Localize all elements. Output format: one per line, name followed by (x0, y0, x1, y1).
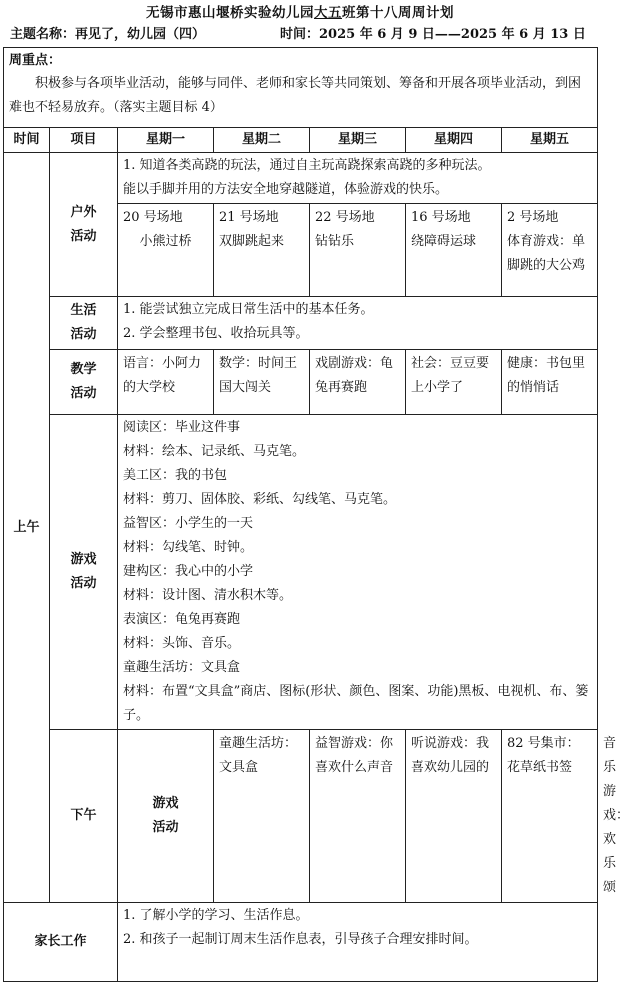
teaching-label-line: 活动 (70, 386, 97, 401)
afternoon-wed: 听说游戏：我喜欢幼儿园的 (406, 730, 502, 903)
games-cell (118, 415, 598, 730)
focus-row (4, 48, 598, 128)
page-title (0, 2, 600, 24)
outdoor-goal-row (4, 153, 598, 204)
info-line (10, 25, 595, 45)
theme-name: 主题名称：再见了，幼儿园（四） (10, 27, 206, 42)
afternoon-games-label-line: 游戏 (152, 796, 179, 811)
games-line: 阅读区：毕业这件事 (123, 420, 241, 435)
column-header: 项目 (50, 128, 118, 153)
column-header: 时间 (4, 128, 50, 153)
teaching-fri: 健康：书包里的悄悄话 (502, 350, 598, 415)
afternoon-label: 下午 (50, 730, 118, 903)
outdoor-game: 钻钻乐 (315, 234, 355, 249)
games-line: 童趣生活坊：文具盒 (123, 660, 241, 675)
column-header: 星期三 (310, 128, 406, 153)
outdoor-goal-2: 能以手脚并用的方法安全地穿越隧道，体验游戏的快乐。 (123, 182, 449, 197)
life-label-line: 活动 (70, 327, 97, 342)
outdoor-game: 小熊过桥 (139, 234, 192, 249)
games-line: 美工区：我的书包 (123, 468, 228, 483)
life-goal-1: 1. 能尝试独立完成日常生活中的基本任务。 (123, 302, 374, 317)
outdoor-label-line: 活动 (70, 228, 97, 244)
games-line: 材料：剪刀、固体胶、彩纸、勾线笔、马克笔。 (123, 492, 397, 507)
title-prefix: 无锡市惠山堰桥实验幼儿园 (146, 5, 314, 21)
time-range: 时间：2025 年 6 月 9 日——2025 年 6 月 13 日 (280, 27, 586, 42)
outdoor-label (50, 153, 118, 297)
outdoor-goal-1: 1. 知道各类高跷的玩法，通过自主玩高跷探索高跷的多种玩法。 (123, 158, 491, 173)
games-label-line: 活动 (70, 576, 97, 591)
life-label-line: 生活 (70, 303, 97, 318)
games-line: 材料：勾线笔、时钟。 (123, 540, 254, 555)
parents-cell (118, 903, 598, 982)
afternoon-thu: 82 号集市：花草纸书签 (502, 730, 598, 903)
title-suffix: 班第十八周周计划 (342, 5, 454, 21)
outdoor-place: 20 号场地 (123, 210, 183, 225)
outdoor-day-fri (502, 204, 598, 297)
teaching-thu: 社会：豆豆要上小学了 (406, 350, 502, 415)
outdoor-game: 绕障碍运球 (411, 234, 477, 249)
afternoon-games-label-line: 活动 (152, 820, 179, 835)
title-class: 大五 (314, 5, 342, 21)
life-goal-2: 2. 学会整理书包、收拾玩具等。 (123, 326, 309, 341)
morning-label: 上午 (4, 153, 50, 903)
outdoor-place: 16 号场地 (411, 210, 471, 225)
column-header: 星期一 (118, 128, 214, 153)
life-label (50, 297, 118, 350)
life-goal-cell (118, 297, 598, 350)
focus-cell (4, 48, 598, 128)
teaching-wed: 戏剧游戏：龟兔再赛跑 (310, 350, 406, 415)
header-row (4, 128, 598, 153)
outdoor-goal-cell (118, 153, 598, 204)
games-line: 表演区：龟兔再赛跑 (123, 612, 241, 627)
teaching-label-line: 教学 (70, 362, 97, 377)
outdoor-label-line: 户外 (70, 204, 97, 220)
outdoor-place: 22 号场地 (315, 210, 375, 225)
outdoor-day-thu (406, 204, 502, 297)
focus-text: 积极参与各项毕业活动，能够与同伴、老师和家长等共同策划、筹备和开展各项毕业活动，到困难也不轻易放弃。（落实主题目标 4） (9, 76, 582, 115)
games-line: 建构区：我心中的小学 (123, 564, 254, 579)
games-line: 材料：设计图、清水积木等。 (123, 588, 293, 603)
games-line: 材料：布置“文具盒”商店、图标(形状、颜色、图案、功能)黑板、电视机、布、篓子。 (123, 684, 589, 723)
parents-label: 家长工作 (4, 903, 118, 982)
outdoor-place: 21 号场地 (219, 210, 279, 225)
games-row (4, 415, 598, 730)
afternoon-tue: 益智游戏：你喜欢什么声音 (310, 730, 406, 903)
column-header: 星期五 (502, 128, 598, 153)
afternoon-mon: 童趣生活坊：文具盒 (214, 730, 310, 903)
parents-line-1: 1. 了解小学的学习、生活作息。 (123, 908, 309, 923)
games-line: 益智区：小学生的一天 (123, 516, 254, 531)
outdoor-day-mon (118, 204, 214, 297)
games-label-line: 游戏 (70, 552, 97, 567)
outdoor-game: 体育游戏：单脚跳的大公鸡 (507, 234, 586, 273)
afternoon-games-label (118, 730, 214, 903)
outdoor-day-wed (310, 204, 406, 297)
focus-title: 周重点： (9, 53, 62, 68)
parents-line-2: 2. 和孩子一起制订周末生活作息表，引导孩子合理安排时间。 (123, 932, 478, 947)
outdoor-game: 双脚跳起来 (219, 234, 285, 249)
teaching-mon: 语言：小阿力的大学校 (118, 350, 214, 415)
column-header: 星期二 (214, 128, 310, 153)
life-row (4, 297, 598, 350)
column-header: 星期四 (406, 128, 502, 153)
outdoor-place: 2 号场地 (507, 210, 559, 225)
teaching-label (50, 350, 118, 415)
weekly-plan-table (3, 47, 629, 982)
games-line: 材料：绘本、记录纸、马克笔。 (123, 444, 306, 459)
outdoor-day-tue (214, 204, 310, 297)
afternoon-row: 下午 游戏 活动 童趣生活坊：文具盒 益智游戏：你喜欢什么声音 听说游戏：我喜欢幼儿园的 82 号集市：花草纸书签 音乐游戏：欢乐颂 (4, 730, 598, 903)
teaching-row (4, 350, 598, 415)
teaching-tue: 数学：时间王国大闯关 (214, 350, 310, 415)
parents-row (4, 903, 598, 982)
games-label (50, 415, 118, 730)
games-line: 材料：头饰、音乐。 (123, 636, 241, 651)
